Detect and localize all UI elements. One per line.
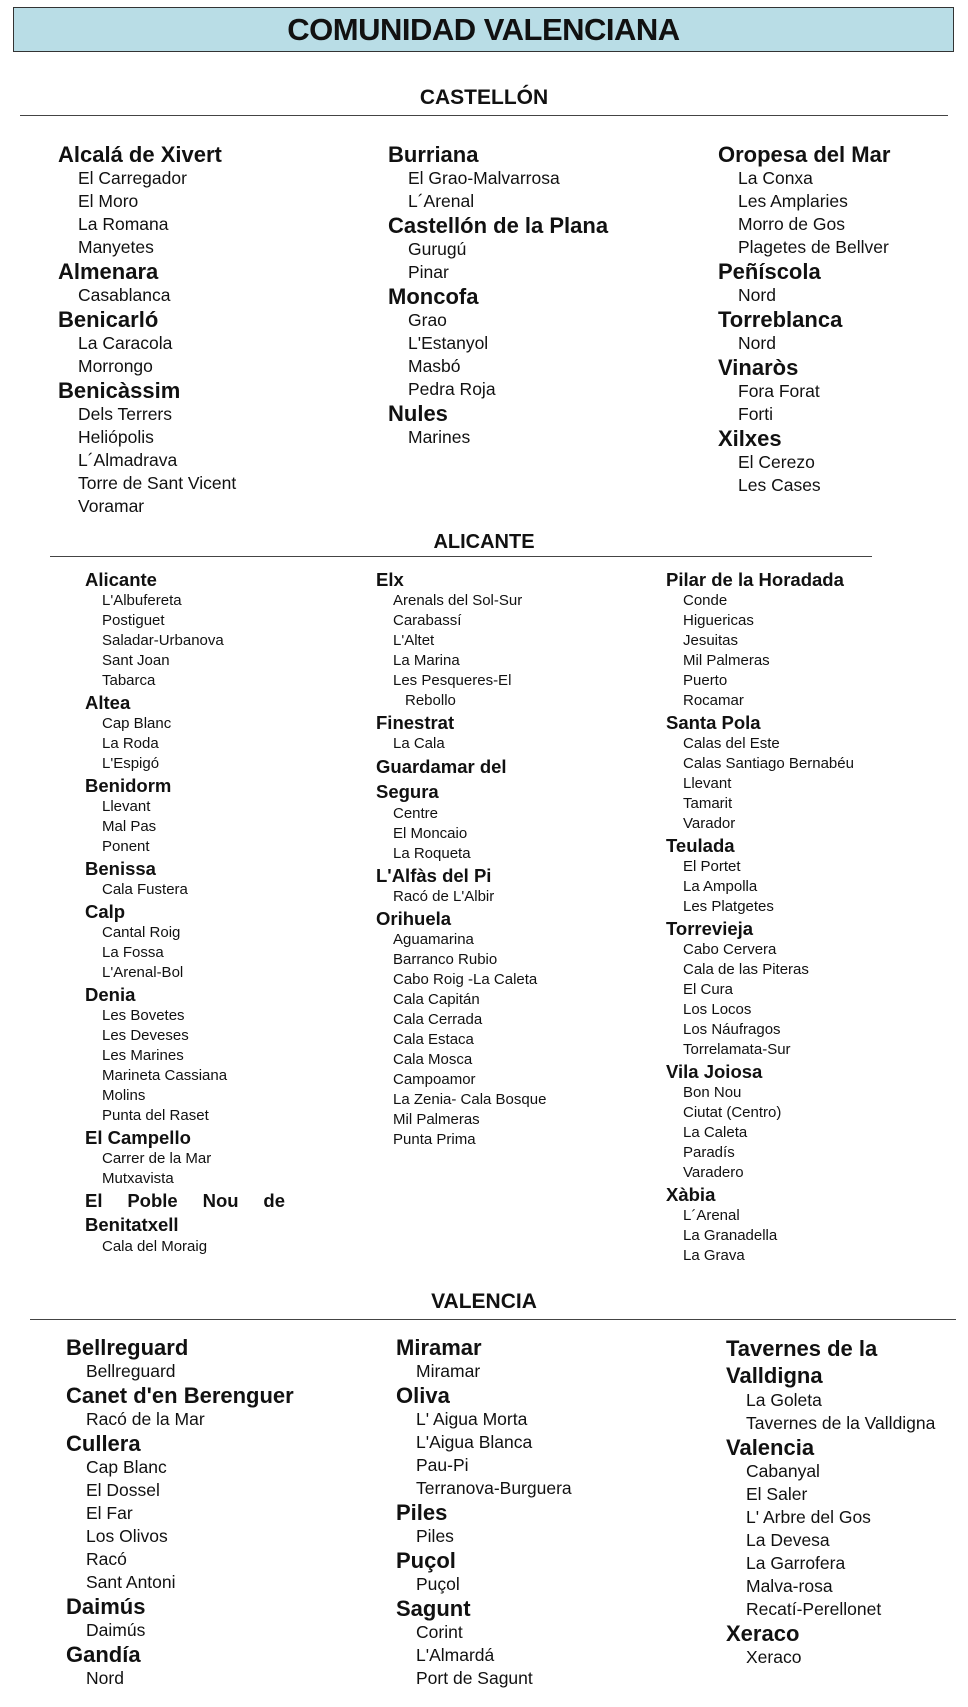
beach-name: Cala Fustera [102, 881, 188, 898]
beach-name: Cap Blanc [102, 715, 172, 732]
beach-name: Punta del Raset [102, 1107, 209, 1124]
beach-name: Les Pesqueres-El [393, 672, 512, 689]
beach-name: Les Amplaries [738, 191, 848, 211]
beach-name: Mil Palmeras [393, 1111, 480, 1128]
town-name: Benissa [85, 858, 156, 879]
beach-name: La Garrofera [746, 1553, 846, 1573]
beach-name: Plagetes de Bellver [738, 237, 889, 257]
town-name: Tavernes de la [726, 1336, 878, 1361]
beach-name: Marines [408, 427, 471, 447]
beach-name: Los Náufragos [683, 1021, 781, 1038]
beach-name: El Far [86, 1503, 133, 1523]
beach-name: Piles [416, 1526, 454, 1546]
beach-name: Bellreguard [86, 1361, 176, 1381]
beach-name: El Portet [683, 858, 741, 875]
beach-name: La Roqueta [393, 845, 471, 862]
town-name: Alcalá de Xivert [58, 142, 222, 167]
town-name: Miramar [396, 1335, 482, 1360]
town-name-word: Poble [127, 1190, 178, 1211]
beach-name: Barranco Rubio [393, 951, 498, 968]
beach-name: Cala Mosca [393, 1051, 473, 1068]
beach-name: Ciutat (Centro) [683, 1104, 782, 1121]
beach-name: Postiguet [102, 612, 165, 629]
beach-name: La Romana [78, 214, 169, 234]
town-name: Calp [85, 901, 126, 922]
beach-name: Dels Terrers [78, 404, 173, 424]
beach-name: L'Almardá [416, 1645, 495, 1665]
beach-name: Molins [102, 1087, 146, 1104]
beach-name: Centre [393, 805, 439, 822]
beach-name: Torrelamata-Sur [683, 1041, 791, 1058]
beach-name: Les Marines [102, 1047, 184, 1064]
alicante-column-2 [376, 568, 636, 1150]
beach-name: Aguamarina [393, 931, 474, 948]
beach-name: Miramar [416, 1361, 481, 1381]
beach-name: Recatí-Perellonet [746, 1599, 882, 1619]
beach-name: Llevant [683, 775, 732, 792]
beach-name: L'Estanyol [408, 333, 489, 353]
town-name: Bellreguard [66, 1335, 189, 1360]
beach-name: Morro de Gos [738, 214, 845, 234]
beach-name: Heliópolis [78, 427, 154, 447]
beach-name: Ponent [102, 838, 150, 855]
beach-name: Rocamar [683, 692, 744, 709]
section-divider-alicante [50, 556, 872, 557]
castellon-column-1 [58, 142, 358, 518]
town-name: Altea [85, 692, 131, 713]
town-name [85, 1190, 285, 1212]
beach-name: La Caracola [78, 333, 173, 353]
town-name: Canet d'en Berenguer [66, 1383, 294, 1408]
town-name: Xàbia [666, 1184, 716, 1205]
beach-name: Cabanyal [746, 1461, 820, 1481]
beach-name: Saladar-Urbanova [102, 632, 224, 649]
beach-name: L´Almadrava [78, 450, 178, 470]
town-name: Elx [376, 569, 404, 590]
beach-name: Cantal Roig [102, 924, 181, 941]
town-name: Finestrat [376, 712, 455, 733]
beach-name: Les Bovetes [102, 1007, 185, 1024]
page-title-box [13, 7, 954, 52]
town-name-continued: Valldigna [726, 1363, 823, 1388]
beach-name: L' Arbre del Gos [746, 1507, 871, 1527]
beach-name: El Carregador [78, 168, 187, 188]
beach-name: Los Locos [683, 1001, 752, 1018]
beach-name: Manyetes [78, 237, 154, 257]
beach-name: Los Olivos [86, 1526, 168, 1546]
beach-name: Jesuitas [683, 632, 739, 649]
town-name: Piles [396, 1500, 448, 1525]
beach-name: La Caleta [683, 1124, 748, 1141]
beach-name: Cala de las Piteras [683, 961, 809, 978]
beach-name: Tavernes de la Valldigna [746, 1413, 936, 1433]
beach-name: El Cerezo [738, 452, 815, 472]
beach-name: Sant Antoni [86, 1572, 176, 1592]
town-name: Vila Joiosa [666, 1061, 763, 1082]
beach-name: Varador [683, 815, 736, 832]
town-name-word: Nou [202, 1190, 239, 1211]
beach-name: L´Arenal [683, 1207, 740, 1224]
town-name: Nules [388, 401, 448, 426]
beach-name: Racó [86, 1549, 127, 1569]
beach-name: Puçol [416, 1574, 460, 1594]
beach-name: El Moro [78, 191, 139, 211]
town-name: Torrevieja [666, 918, 754, 939]
town-name: Almenara [58, 259, 159, 284]
town-name: Benicàssim [58, 378, 181, 403]
town-name: El Campello [85, 1127, 191, 1148]
beach-name: Pedra Roja [408, 379, 496, 399]
town-name: Puçol [396, 1548, 456, 1573]
beach-name-continued: Rebollo [405, 692, 456, 709]
town-name: Orihuela [376, 908, 452, 929]
beach-name: L'Aigua Blanca [416, 1432, 533, 1452]
beach-name: Cala Estaca [393, 1031, 474, 1048]
valencia-column-2 [396, 1335, 696, 1690]
beach-name: El Moncaio [393, 825, 468, 842]
town-name: Guardamar del [376, 756, 507, 777]
beach-name: Higuericas [683, 612, 754, 629]
beach-name: Cap Blanc [86, 1457, 167, 1477]
beach-name: Nord [86, 1668, 124, 1688]
beach-name: Calas del Este [683, 735, 780, 752]
beach-name: Llevant [102, 798, 151, 815]
beach-name: Cala Capitán [393, 991, 480, 1008]
beach-name: El Cura [683, 981, 734, 998]
beach-name: El Grao-Malvarrosa [408, 168, 560, 188]
beach-name: La Cala [393, 735, 445, 752]
beach-name: L´Arenal [408, 191, 475, 211]
section-divider-castellon [20, 115, 948, 116]
valencia-column-1 [66, 1335, 366, 1690]
beach-name: Racó de la Mar [86, 1409, 205, 1429]
beach-name: Cabo Cervera [683, 941, 777, 958]
beach-name: Forti [738, 404, 773, 424]
beach-name: Les Cases [738, 475, 821, 495]
beach-name: Cala Cerrada [393, 1011, 483, 1028]
town-name-continued: Benitatxell [85, 1214, 179, 1235]
beach-name: Les Deveses [102, 1027, 189, 1044]
town-name: Valencia [726, 1435, 815, 1460]
town-name: Xeraco [726, 1621, 800, 1646]
beach-name: La Marina [393, 652, 460, 669]
beach-name: Calas Santiago Bernabéu [683, 755, 854, 772]
section-title-valencia: VALENCIA [431, 1290, 537, 1313]
town-name: Benidorm [85, 775, 172, 796]
beach-name: Mal Pas [102, 818, 157, 835]
beach-name: L' Aigua Morta [416, 1409, 528, 1429]
beach-name: Torre de Sant Vicent [78, 473, 237, 493]
town-name: Torreblanca [718, 307, 843, 332]
beach-name: Terranova-Burguera [416, 1478, 572, 1498]
beach-name: Mutxavista [102, 1170, 174, 1187]
beach-name: L'Arenal-Bol [102, 964, 184, 981]
beach-name: Malva-rosa [746, 1576, 833, 1596]
town-name: Burriana [388, 142, 479, 167]
beach-name: Masbó [408, 356, 461, 376]
town-name-word: El [85, 1190, 103, 1211]
castellon-column-2 [388, 142, 688, 449]
town-name: Cullera [66, 1431, 141, 1456]
beach-name: Pinar [408, 262, 449, 282]
beach-name: Cala del Moraig [102, 1238, 208, 1255]
beach-name: Bon Nou [683, 1084, 742, 1101]
beach-name: Gurugú [408, 239, 467, 259]
beach-name: La Goleta [746, 1390, 822, 1410]
beach-name: Morrongo [78, 356, 153, 376]
beach-name: Pau-Pi [416, 1455, 469, 1475]
beach-name: La Devesa [746, 1530, 830, 1550]
page-title: COMUNIDAD VALENCIANA [287, 11, 680, 47]
valencia-column-3 [726, 1335, 966, 1669]
beach-name: L'Espigó [102, 755, 160, 772]
beach-name: Sant Joan [102, 652, 170, 669]
beach-name: Nord [738, 285, 776, 305]
beach-name: Arenals del Sol-Sur [393, 592, 523, 609]
castellon-column-3 [718, 142, 958, 497]
town-name: Oropesa del Mar [718, 142, 891, 167]
beach-name: Grao [408, 310, 447, 330]
town-name: L'Alfàs del Pi [376, 865, 492, 886]
town-name: Castellón de la Plana [388, 213, 609, 238]
beach-name: Racó de L'Albir [393, 888, 495, 905]
town-name: Moncofa [388, 284, 479, 309]
beach-name: Nord [738, 333, 776, 353]
beach-name: El Dossel [86, 1480, 160, 1500]
beach-name: Casablanca [78, 285, 171, 305]
beach-name: Xeraco [746, 1647, 802, 1667]
section-title-castellon: CASTELLÓN [419, 86, 549, 109]
beach-name: Les Platgetes [683, 898, 774, 915]
town-name: Sagunt [396, 1596, 471, 1621]
beach-name: La Ampolla [683, 878, 758, 895]
town-name: Oliva [396, 1383, 450, 1408]
town-name: Peñíscola [718, 259, 821, 284]
town-name: Denia [85, 984, 136, 1005]
town-name: Pilar de la Horadada [666, 569, 844, 590]
beach-name: Daimús [86, 1620, 146, 1640]
beach-name: L'Albufereta [102, 592, 182, 609]
beach-name: Mil Palmeras [683, 652, 770, 669]
beach-name: Port de Sagunt [416, 1668, 533, 1688]
beach-name: Puerto [683, 672, 728, 689]
beach-name: Fora Forat [738, 381, 820, 401]
beach-name: Paradís [683, 1144, 735, 1161]
beach-name: Cabo Roig -La Caleta [393, 971, 538, 988]
beach-name: La Conxa [738, 168, 813, 188]
beach-name: La Granadella [683, 1227, 778, 1244]
town-name: Gandía [66, 1642, 141, 1667]
beach-name: Carabassí [393, 612, 462, 629]
town-name-word: de [263, 1190, 285, 1211]
section-title-alicante: ALICANTE [433, 531, 535, 553]
beach-name: La Grava [683, 1247, 745, 1264]
beach-name: Campoamor [393, 1071, 476, 1088]
alicante-column-3 [666, 568, 956, 1266]
beach-name: Conde [683, 592, 728, 609]
town-name: Daimús [66, 1594, 146, 1619]
beach-name: Corint [416, 1622, 463, 1642]
alicante-column-1 [85, 568, 345, 1257]
section-divider-valencia [30, 1319, 956, 1320]
beach-name: Marineta Cassiana [102, 1067, 228, 1084]
town-name: Vinaròs [718, 355, 799, 380]
town-name: Teulada [666, 835, 735, 856]
beach-name: Tabarca [102, 672, 156, 689]
town-name: Santa Pola [666, 712, 761, 733]
town-name: Alicante [85, 569, 157, 590]
town-name: Benicarló [58, 307, 159, 332]
beach-name: Punta Prima [393, 1131, 476, 1148]
beach-name: Tamarit [683, 795, 733, 812]
beach-name: Varadero [683, 1164, 744, 1181]
beach-name: El Saler [746, 1484, 808, 1504]
town-name-continued: Segura [376, 781, 439, 802]
beach-name: Voramar [78, 496, 145, 516]
beach-name: Carrer de la Mar [102, 1150, 212, 1167]
town-name: Xilxes [718, 426, 782, 451]
beach-name: La Fossa [102, 944, 164, 961]
beach-name: La Zenia- Cala Bosque [393, 1091, 547, 1108]
beach-name: L'Altet [393, 632, 435, 649]
beach-name: La Roda [102, 735, 159, 752]
